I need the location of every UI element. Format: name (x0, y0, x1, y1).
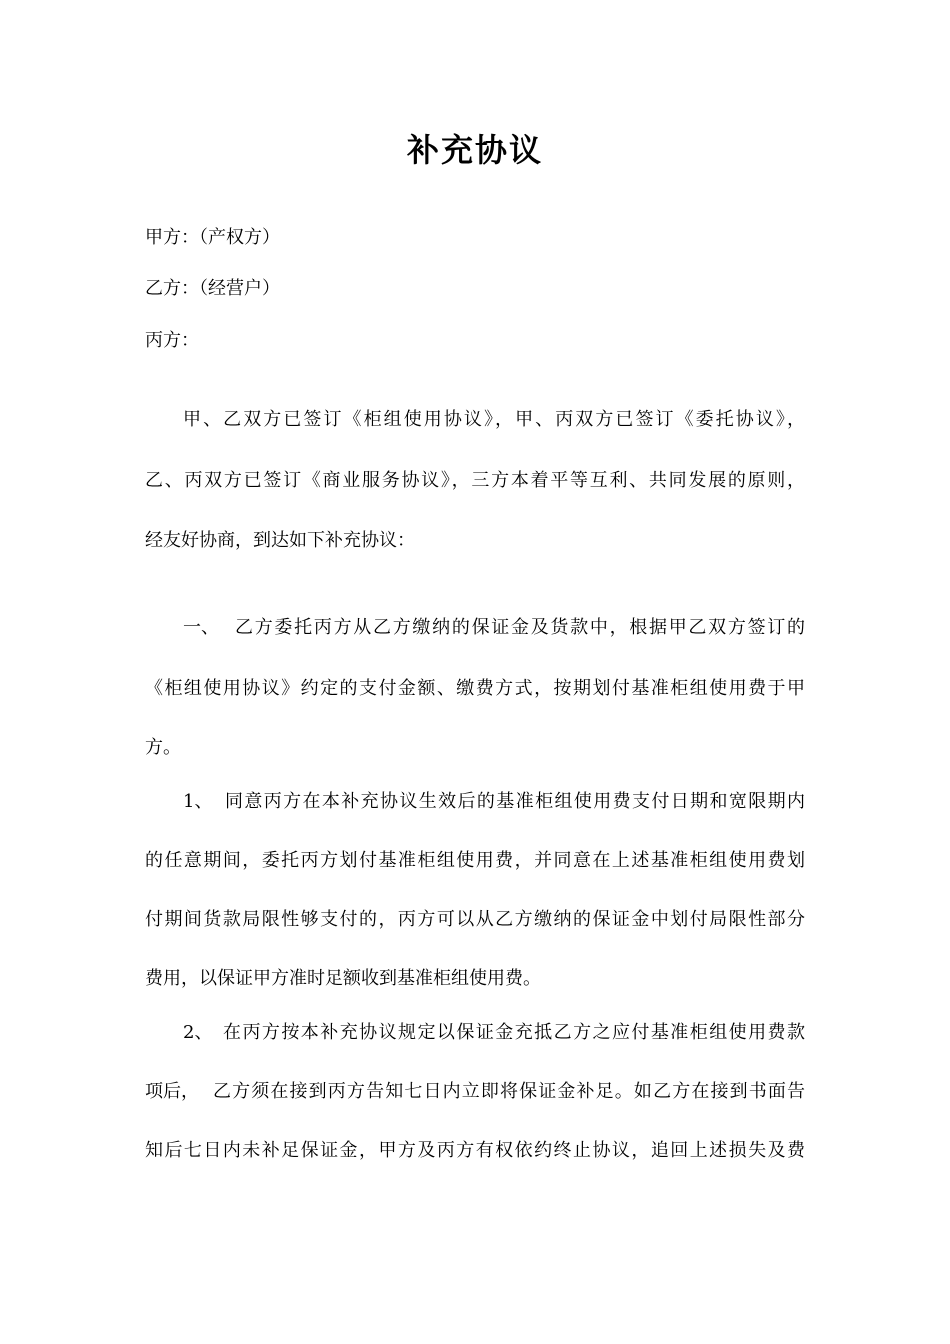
item-2-text-2b: 乙方须在接到丙方告知七日内立即将保证金补足。如乙方在接到书面告 (213, 1081, 805, 1102)
section-1-line-2: 《柜组使用协议》约定的支付金额、缴费方式，按期划付基准柜组使用费于甲 (145, 678, 805, 699)
item-2-number: 2、 (183, 1022, 213, 1043)
item-2-text-1: 在丙方按本补充协议规定以保证金充抵乙方之应付基准柜组使用费款 (223, 1022, 805, 1043)
party-a-line: 甲方：（产权方） (145, 227, 280, 248)
item-1-line-3: 付期间货款局限性够支付的，丙方可以从乙方缴纳的保证金中划付局限性部分 (145, 909, 805, 930)
party-b-line: 乙方：（经营户） (145, 278, 280, 299)
section-1-line-1 (145, 615, 805, 641)
item-1-line-4: 费用，以保证甲方准时足额收到基准柜组使用费。 (145, 968, 541, 989)
item-2-line-1 (145, 1020, 805, 1046)
section-1-line-3: 方。 (145, 737, 181, 758)
item-2-line-2 (145, 1079, 805, 1105)
item-2-text-2a: 项后， (145, 1081, 199, 1102)
party-c-line: 丙方： (145, 330, 199, 351)
item-1-line-2: 的任意期间，委托丙方划付基准柜组使用费，并同意在上述基准柜组使用费划 (145, 850, 805, 871)
section-1-number: 一、 (183, 617, 219, 638)
document-title: 补充协议 (406, 131, 543, 169)
intro-line-3: 经友好协商，到达如下补充协议： (145, 530, 415, 551)
intro-line-1: 甲、乙双方已签订《柜组使用协议》，甲、丙双方已签订《委托协议》， (183, 409, 805, 430)
item-1-number: 1、 (183, 791, 213, 812)
item-2-line-3: 知后七日内未补足保证金，甲方及丙方有权依约终止协议，追回上述损失及费 (145, 1140, 805, 1161)
section-1-text-1: 乙方委托丙方从乙方缴纳的保证金及货款中，根据甲乙双方签订的 (235, 617, 805, 638)
intro-line-2: 乙、丙双方已签订《商业服务协议》，三方本着平等互利、共同发展的原则， (145, 470, 805, 491)
item-1-text-1: 同意丙方在本补充协议生效后的基准柜组使用费支付日期和宽限期内 (225, 791, 805, 812)
item-1-line-1 (145, 789, 805, 815)
